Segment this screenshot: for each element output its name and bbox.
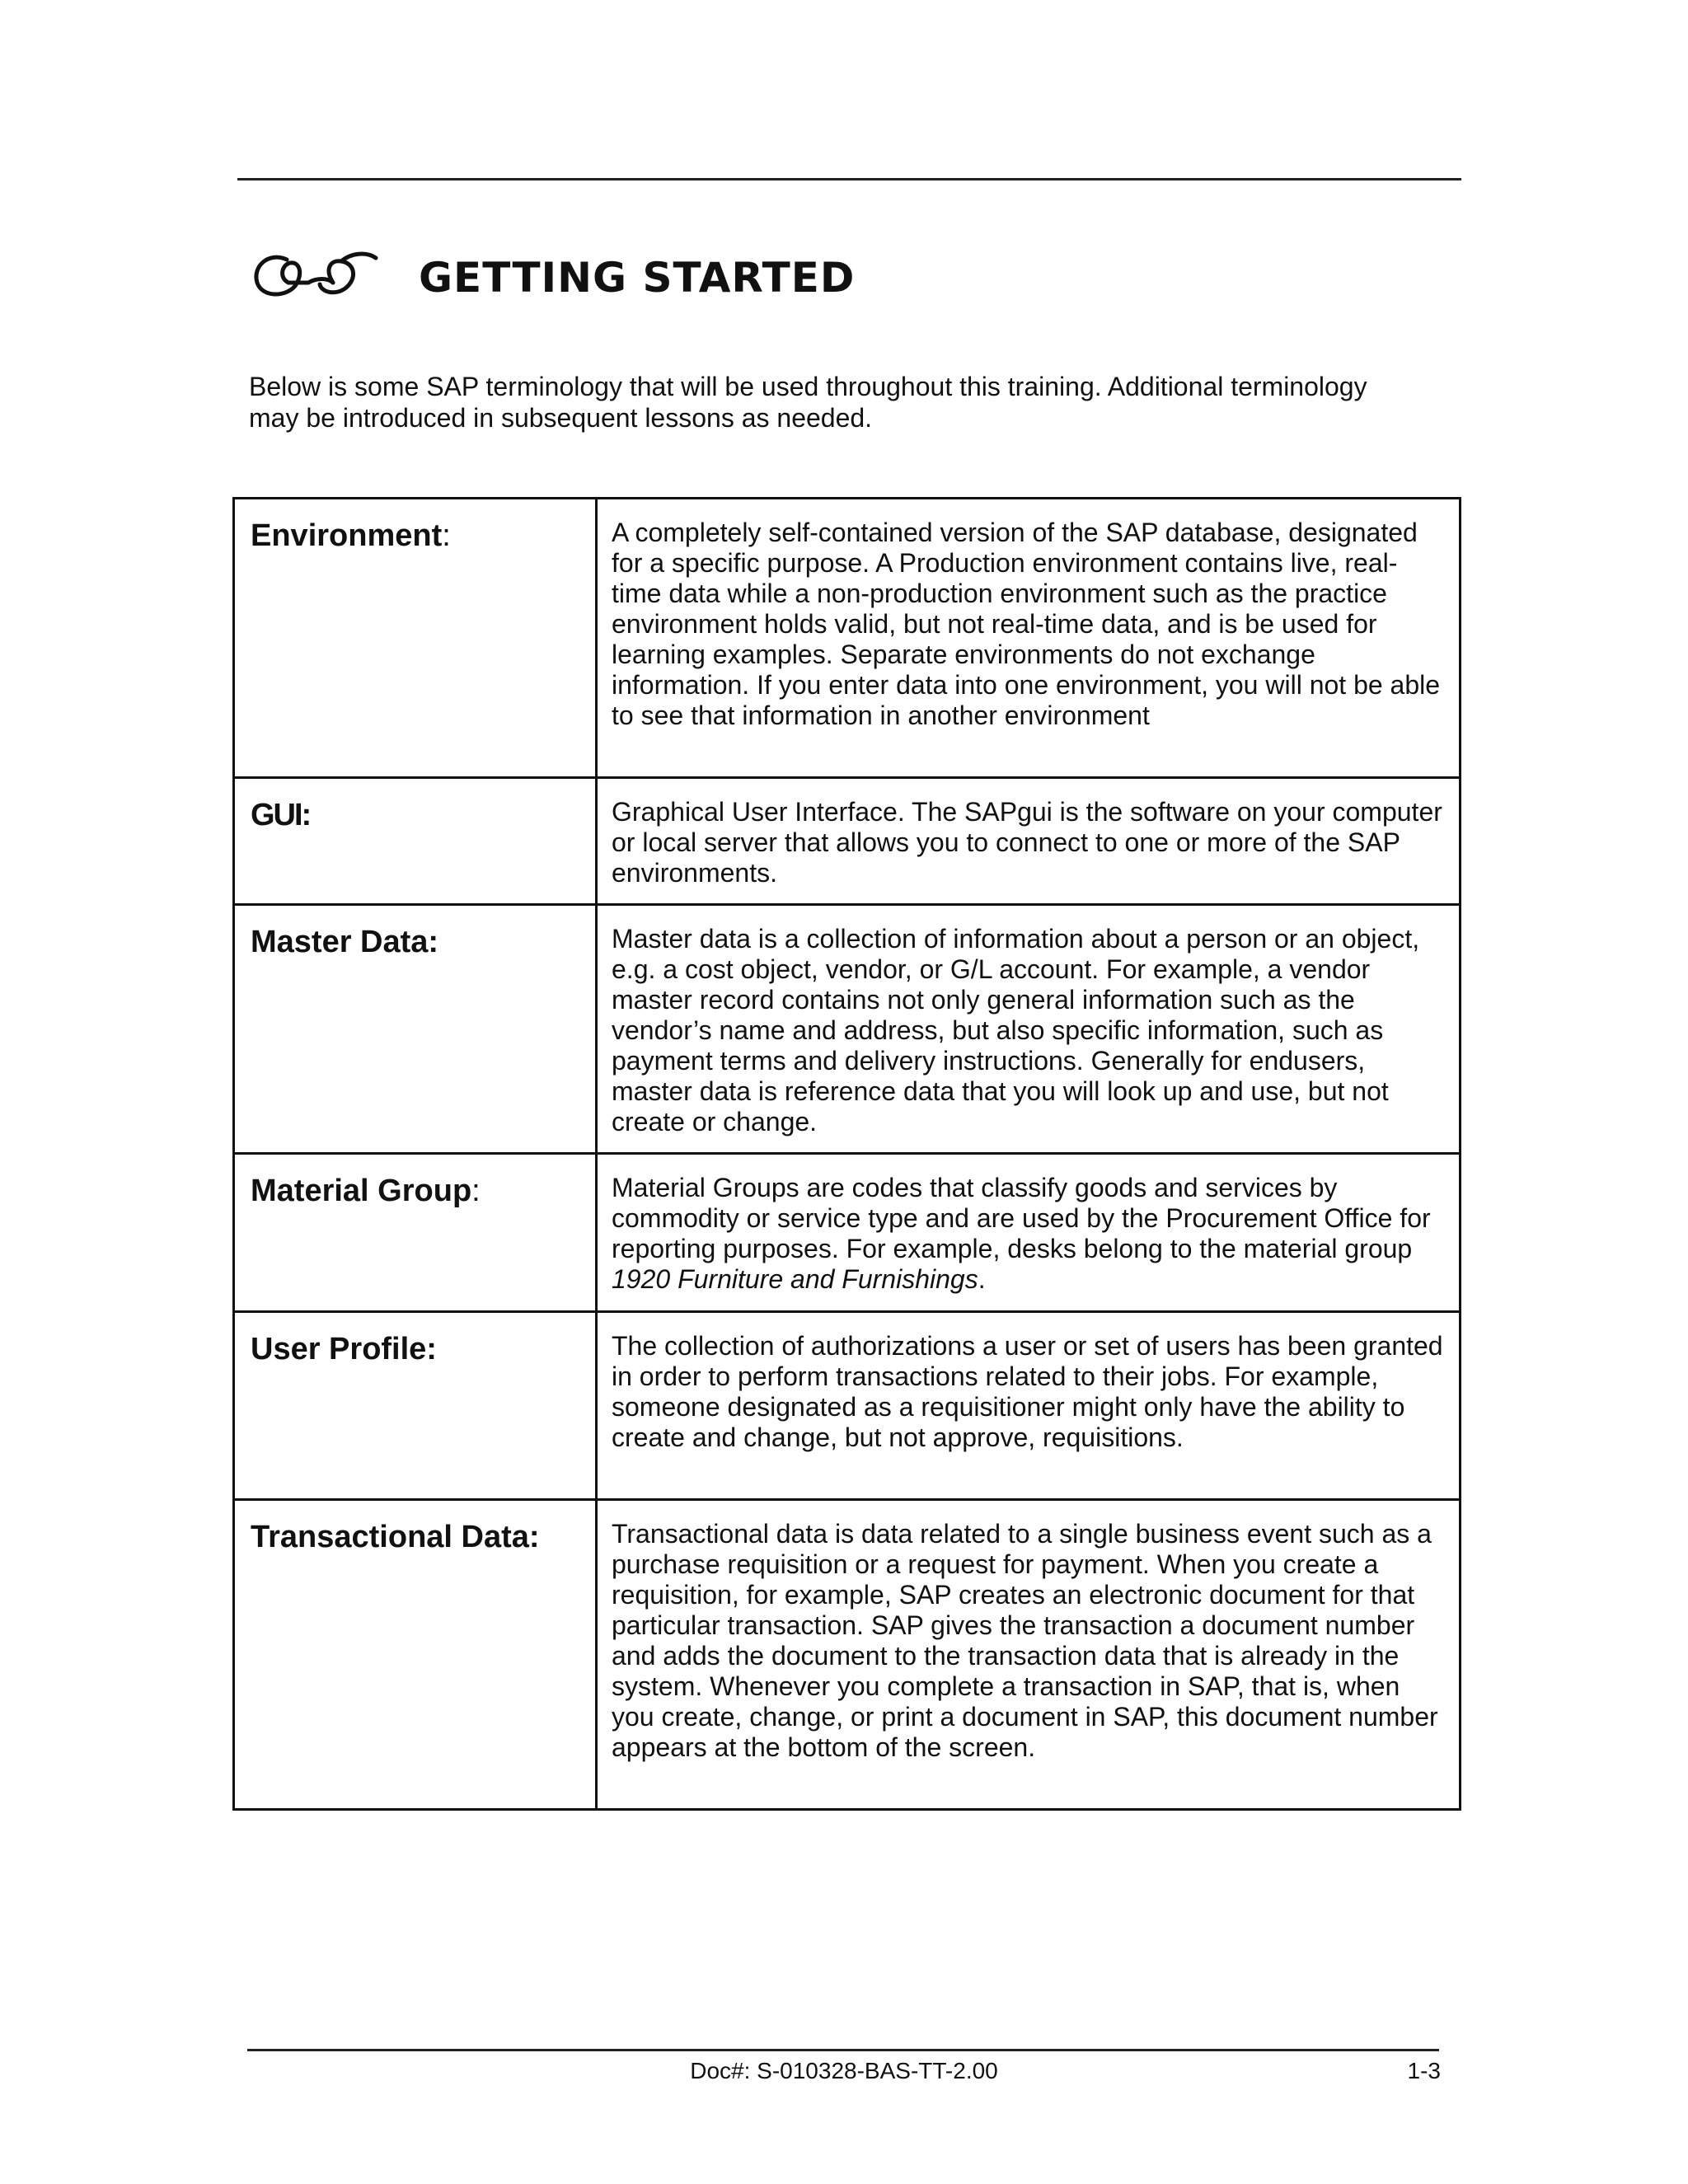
- footer-rule: [247, 2049, 1439, 2051]
- term-cell: [234, 1312, 597, 1500]
- term-label: User Profile:: [251, 1332, 437, 1366]
- definition-cell: [597, 1154, 1461, 1312]
- definition-text-end: .: [978, 1264, 986, 1294]
- glasses-icon: [249, 245, 381, 311]
- table-row: [234, 1500, 1461, 1810]
- terminology-table: [232, 497, 1461, 1811]
- table-row: [234, 1154, 1461, 1312]
- title-row: [249, 241, 855, 315]
- top-rule: [237, 178, 1461, 180]
- term-cell: [234, 778, 597, 905]
- term-cell: [234, 905, 597, 1154]
- term-cell: [234, 1500, 597, 1810]
- term-label: Environment: [251, 518, 443, 553]
- intro-paragraph: Below is some SAP terminology that will be used throughout this training. Additional terminology may be introduced in subsequent lessons as needed.: [249, 372, 1367, 433]
- definition-cell: Master data is a collection of information about a person or an object, e.g. a cost object, vendor, or G/L account. For example, a vendor master record contains not only general information such as the vendor’s name and address, but also specific information, such as payment terms and delivery instructions. Generally for endusers, master data is reference data that you will look up and use, but not create or change.: [597, 905, 1461, 1154]
- definition-text: Material Groups are codes that classify goods and services by commodity or service type and are used by the Procurement Office for reporting purposes. For example, desks belong to the material group: [612, 1173, 1431, 1263]
- definition-cell: Graphical User Interface. The SAPgui is the software on your computer or local server that allows you to connect to one or more of the SAP environments.: [597, 778, 1461, 905]
- term-label: Material Group: [251, 1174, 472, 1208]
- term-label: GUI:: [251, 798, 311, 832]
- page-title: GETTING STARTED: [419, 254, 856, 302]
- definition-italic-text: 1920 Furniture and Furnishings: [612, 1264, 978, 1294]
- footer-page-number: 1-3: [1407, 2058, 1441, 2083]
- definition-cell: The collection of authorizations a user or set of users has been granted in order to perform transactions related to their jobs. For example, someone designated as a requisitioner might only have the ability to create and change, but not approve, requisitions.: [597, 1312, 1461, 1500]
- term-colon: :: [471, 1174, 481, 1208]
- definition-cell: Transactional data is data related to a single business event such as a purchase requisition or a request for payment. When you create a requisition, for example, SAP creates an electronic document for that particular transaction. SAP gives the transaction a document number and adds the document to the transaction data that is already in the system. Whenever you complete a transaction in SAP, that is, when you create, change, or print a document in SAP, this document number appears at the bottom of the screen.: [597, 1500, 1461, 1810]
- table-row: [234, 499, 1461, 778]
- term-cell: [234, 499, 597, 778]
- footer-doc-number: Doc#: S-010328-BAS-TT-2.00: [690, 2058, 998, 2083]
- term-cell: [234, 1154, 597, 1312]
- term-colon: :: [442, 518, 451, 553]
- term-label: Transactional Data:: [251, 1520, 540, 1554]
- definition-cell: A completely self-contained version of the SAP database, designated for a specific purpose. A Production environment contains live, real-time data while a non-production environment such as the practice environment holds valid, but not real-time data, and is be used for learning examples. Separate environments do not exchange information. If you enter data into one environment, you will not be able to see that information in another environment: [597, 499, 1461, 778]
- table-row: [234, 778, 1461, 905]
- table-row: [234, 1312, 1461, 1500]
- term-label: Master Data:: [251, 925, 439, 959]
- table-row: [234, 905, 1461, 1154]
